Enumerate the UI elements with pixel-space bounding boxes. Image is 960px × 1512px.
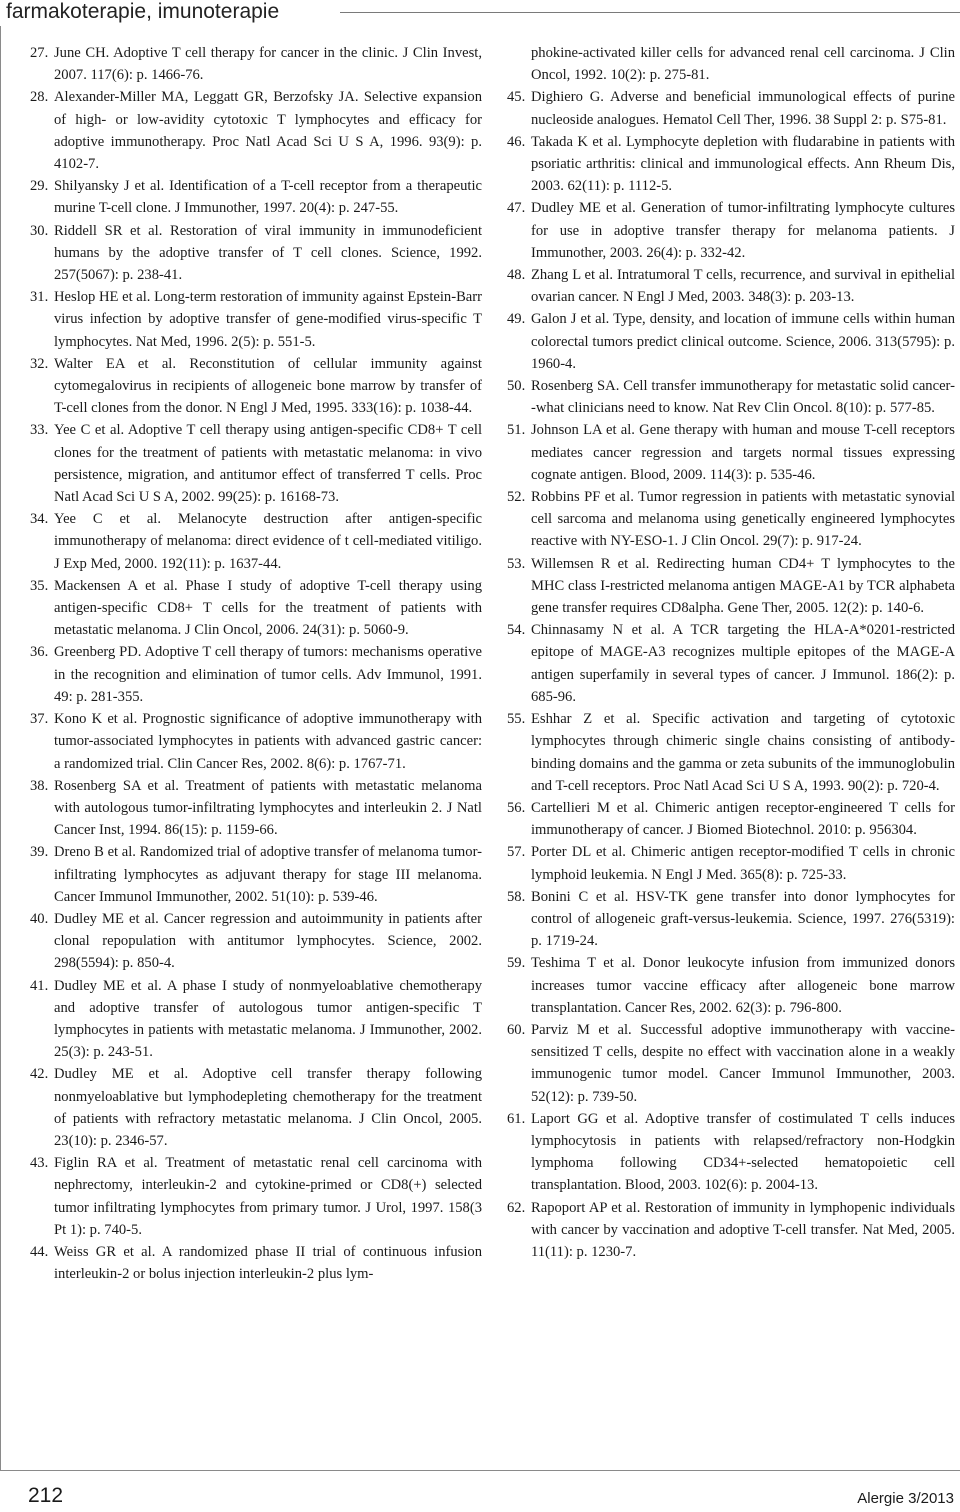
reference-item (507, 375, 955, 419)
reference-item (30, 419, 482, 508)
reference-item (30, 86, 482, 175)
reference-item (507, 553, 955, 620)
reference-text: Weiss GR et al. A randomized phase II trial of continuous infusion interleukin-2 or bolus injection interleukin-2 plus lym- (54, 1243, 482, 1283)
reference-item (30, 641, 482, 708)
reference-text: Heslop HE et al. Long-term restoration of immunity against Epstein-Barr virus infection by adoptive transfer of gene-modified virus-specific T lymphocytes. Nat Med, 1996. 2(5): p. 551-5. (54, 289, 482, 350)
footer-rule (0, 1470, 960, 1471)
reference-item (30, 908, 482, 975)
reference-text: Yee C et al. Melanocyte destruction after antigen-specific immunotherapy of melanoma: direct evidence of t cell-mediated vitiligo. J Exp Med, 2000. 192(11): p. 1637-44. (54, 511, 482, 572)
reference-item (507, 797, 955, 841)
reference-number: 40. (30, 910, 49, 927)
reference-item (507, 1019, 955, 1108)
reference-item (30, 220, 482, 287)
reference-text: Robbins PF et al. Tumor regression in patients with metastatic synovial cell sarcoma and melanoma using genetically engineered lymphocytes reactive with NY-ESO-1. J Clin Oncol. 29(7): p. 917-24. (531, 489, 955, 550)
header-rule (340, 12, 960, 13)
reference-number: 47. (507, 200, 526, 217)
reference-continuation: phokine-activated killer cells for advanced renal cell carcinoma. J Clin Oncol, 1992. 10(2): p. 275-81. (531, 45, 955, 84)
reference-number: 44. (30, 1243, 49, 1260)
reference-text: Eshhar Z et al. Specific activation and targeting of cytotoxic lymphocytes through chimeric single chains consisting of antibody-binding domains and the gamma or zeta subunits of the immunoglobulin and T-cell receptors. Proc Natl Acad Sci U S A, 1993. 90(2): p. 720-4. (531, 711, 955, 794)
reference-item (507, 131, 955, 198)
reference-text: Walter EA et al. Reconstitution of cellular immunity against cytomegalovirus in recipients of allogeneic bone marrow by transfer of T-cell clones from the donor. N Engl J Med, 1995. 333(16): p. 1038-44. (54, 355, 482, 417)
reference-number: 49. (507, 311, 526, 328)
reference-text: Parviz M et al. Successful adoptive immunotherapy with vaccine-sensitized T cells, despite no effect with vaccination alone in a weakly immunogenic tumor model. Cancer Immunol Immunother, 2003. 52(12): p. 739-50. (531, 1021, 955, 1105)
journal-issue: Alergie 3/2013 (857, 1490, 954, 1507)
reference-text: Willemsen R et al. Redirecting human CD4+ T lymphocytes to the MHC class I-restricted melanoma antigen MAGE-A1 by TCR alphabeta gene transfer requires CD8alpha. Gene Ther, 2005. 12(2): p. 140-6. (531, 555, 955, 617)
reference-item (507, 308, 955, 375)
reference-number: 43. (30, 1155, 49, 1172)
reference-number: 37. (30, 711, 49, 728)
reference-text: Dudley ME et al. Adoptive cell transfer therapy following nonmyeloablative but lymphodepleting chemotherapy for the treatment of patients with refractory metastatic melanoma. J Clin Oncol, 2005. 23(10): p. 2346-57. (54, 1066, 482, 1149)
reference-text: Galon J et al. Type, density, and location of immune cells within human colorectal tumors predict clinical outcome. Science, 2006. 313(5795): p. 1960-4. (531, 311, 955, 372)
reference-number: 39. (30, 844, 49, 861)
reference-number: 38. (30, 777, 49, 794)
reference-text: Dudley ME et al. Cancer regression and autoimmunity in patients after clonal repopulation with antitumor lymphocytes. Science, 2002. 298(5594): p. 850-4. (54, 910, 482, 972)
reference-text: Johnson LA et al. Gene therapy with human and mouse T-cell receptors mediates cancer regression and targets normal tissues expressing cognate antigen. Blood, 2009. 114(3): p. 535-46. (531, 422, 955, 483)
reference-text: Mackensen A et al. Phase I study of adoptive T-cell therapy using antigen-specific CD8+ T cells for the treatment of patients with metastatic melanoma. J Clin Oncol, 2006. 24(31): p. 5060-9. (54, 577, 482, 639)
reference-number: 41. (30, 977, 49, 994)
reference-item (30, 575, 482, 642)
reference-item (30, 1241, 482, 1285)
reference-number: 51. (507, 422, 526, 439)
reference-item (30, 775, 482, 842)
reference-text: Teshima T et al. Donor leukocyte infusion from immunized donors increases tumor vaccine efficacy after allogeneic bone marrow transplantation. Cancer Res, 2002. 62(3): p. 796-800. (531, 955, 955, 1016)
reference-text: Kono K et al. Prognostic significance of adoptive immunotherapy with tumor-associated lymphocytes in patients with advanced gastric cancer: a randomized trial. Clin Cancer Res, 2002. 8(6): p. 1767-71. (54, 711, 482, 772)
reference-text: Figlin RA et al. Treatment of metastatic renal cell carcinoma with nephrectomy, interleukin-2 and cytokine-primed or CD8(+) selected tumor infiltrating lymphocytes from primary tumor. J Urol, 1997. 158(3 Pt 1): p. 740-5. (54, 1155, 482, 1238)
reference-item (507, 86, 955, 130)
reference-number: 60. (507, 1021, 526, 1038)
reference-text: Porter DL et al. Chimeric antigen receptor-modified T cells in chronic lymphoid leukemia. N Engl J Med. 365(8): p. 725-33. (531, 844, 955, 883)
reference-number: 59. (507, 955, 526, 972)
frame-left-rule (0, 26, 1, 1470)
reference-text: Dudley ME et al. Generation of tumor-infiltrating lymphocyte cultures for use in adoptive transfer therapy for melanoma patients. J Immunother, 2003. 26(4): p. 332-42. (531, 200, 955, 261)
reference-number: 55. (507, 711, 526, 728)
reference-number: 29. (30, 178, 49, 195)
reference-text: Laport GG et al. Adoptive transfer of costimulated T cells induces lymphocytosis in patients with relapsed/refractory non-Hodgkin lymphoma following CD34+-selected hematopoietic cell transplantation. Blood, 2003. 102(6): p. 2004-13. (531, 1110, 955, 1194)
reference-item (30, 353, 482, 420)
reference-text: Dudley ME et al. A phase I study of nonmyeloablative chemotherapy and adoptive transfer of autologous tumor antigen-specific T lymphocytes in patients with metastatic melanoma. J Immunother, 2002. 25(3): p. 243-51. (54, 977, 482, 1061)
page-number: 212 (28, 1484, 64, 1507)
reference-item (507, 619, 955, 708)
section-title: farmakoterapie, imunoterapie (6, 0, 280, 23)
reference-item (30, 708, 482, 775)
reference-number: 27. (30, 45, 49, 61)
reference-number: 53. (507, 555, 526, 572)
reference-item (30, 42, 482, 86)
reference-list-right (507, 42, 955, 1263)
reference-item (30, 975, 482, 1064)
reference-text: June CH. Adoptive T cell therapy for cancer in the clinic. J Clin Invest, 2007. 117(6): p. 1466-76. (54, 45, 482, 84)
reference-item (30, 508, 482, 575)
running-header (0, 0, 960, 26)
reference-number: 36. (30, 644, 49, 661)
reference-number: 45. (507, 89, 526, 106)
reference-number: 28. (30, 89, 49, 106)
reference-text: Takada K et al. Lymphocyte depletion with fludarabine in patients with psoriatic arthritis: clinical and immunological effects. Ann Rheum Dis, 2003. 62(11): p. 1112-5. (531, 133, 955, 195)
reference-text: Cartellieri M et al. Chimeric antigen receptor-engineered T cells for immunotherapy of cancer. J Biomed Biotechnol. 2010: p. 956304. (531, 799, 955, 839)
reference-item (30, 286, 482, 353)
reference-number: 42. (30, 1066, 49, 1083)
reference-item (507, 419, 955, 486)
reference-number: 54. (507, 622, 526, 639)
reference-item (30, 1063, 482, 1152)
reference-number: 46. (507, 133, 526, 150)
reference-number: 61. (507, 1110, 526, 1127)
reference-item (507, 264, 955, 308)
reference-item (507, 841, 955, 885)
reference-text: Dreno B et al. Randomized trial of adoptive transfer of melanoma tumor-infiltrating lymphocytes as adjuvant therapy for stage III melanoma. Cancer Immunol Immunother, 2002. 51(10): p. 539-46. (54, 844, 482, 905)
reference-text: Dighiero G. Adverse and beneficial immunological effects of purine nucleoside analogues. Hematol Cell Ther, 1996. 38 Suppl 2: p. S75-81. (531, 89, 955, 128)
reference-text: Bonini C et al. HSV-TK gene transfer into donor lymphocytes for control of allogeneic graft-versus-leukemia. Science, 1997. 276(5319): p. 1719-24. (531, 888, 955, 950)
reference-item (507, 886, 955, 953)
reference-number: 52. (507, 489, 526, 506)
reference-number: 31. (30, 289, 49, 306)
reference-number: 62. (507, 1199, 526, 1216)
reference-text: Zhang L et al. Intratumoral T cells, recurrence, and survival in epithelial ovarian cancer. N Engl J Med, 2003. 348(3): p. 203-13. (531, 267, 955, 306)
reference-text: Shilyansky J et al. Identification of a T-cell receptor from a therapeutic murine T-cell clone. J Immunother, 1997. 20(4): p. 247-55. (54, 178, 482, 217)
reference-item (507, 197, 955, 264)
reference-text: Alexander-Miller MA, Leggatt GR, Berzofsky JA. Selective expansion of high- or low-avidity cytotoxic T lymphocytes and efficacy for adoptive immunotherapy. Proc Natl Acad Sci U S A, 1996. 93(9): p. 4102-7. (54, 89, 482, 173)
reference-number: 56. (507, 799, 526, 816)
reference-item (507, 1197, 955, 1264)
reference-number: 32. (30, 355, 49, 372)
reference-item (507, 708, 955, 797)
reference-list-left (30, 42, 482, 1285)
reference-item (507, 486, 955, 553)
reference-number: 58. (507, 888, 526, 905)
reference-text: Rosenberg SA et al. Treatment of patients with metastatic melanoma with autologous tumor-infiltrating lymphocytes and interleukin 2. J Natl Cancer Inst, 1994. 86(15): p. 1159-66. (54, 777, 482, 839)
reference-text: Greenberg PD. Adoptive T cell therapy of tumors: mechanisms operative in the recognition and elimination of tumor cells. Adv Immunol, 1991. 49: p. 281-355. (54, 644, 482, 705)
reference-text: Yee C et al. Adoptive T cell therapy using antigen-specific CD8+ T cell clones for the treatment of patients with metastatic melanoma: in vivo persistence, migration, and antitumor effect of transferred T cells. Proc Natl Acad Sci U S A, 2002. 99(25): p. 16168-73. (54, 422, 482, 506)
reference-text: Riddell SR et al. Restoration of viral immunity in immunodeficient humans by the adoptive transfer of T cell clones. Science, 1992. 257(5067): p. 238-41. (54, 222, 482, 284)
reference-number: 57. (507, 844, 526, 861)
reference-text: Chinnasamy N et al. A TCR targeting the HLA-A*0201-restricted epitope of MAGE-A3 recognizes multiple epitopes of the MAGE-A antigen superfamily in several types of cancer. J Immunol. 186(2): p. 685-96. (531, 622, 955, 705)
page-footer (0, 1484, 960, 1512)
reference-number: 35. (30, 577, 49, 594)
reference-number: 50. (507, 378, 526, 395)
reference-item (507, 1108, 955, 1197)
reference-item (30, 841, 482, 908)
reference-text: Rosenberg SA. Cell transfer immunotherapy for metastatic solid cancer--what clinicians need to know. Nat Rev Clin Oncol. 8(10): p. 577-85. (531, 378, 955, 417)
reference-number: 30. (30, 222, 49, 239)
reference-number: 33. (30, 422, 49, 439)
reference-item (30, 1152, 482, 1241)
reference-number: 34. (30, 511, 49, 528)
reference-item (30, 175, 482, 219)
reference-text: Rapoport AP et al. Restoration of immunity in lymphopenic individuals with cancer by vaccination and adoptive T-cell transfer. Nat Med, 2005. 11(11): p. 1230-7. (531, 1199, 955, 1260)
reference-item (507, 952, 955, 1019)
reference-number: 48. (507, 267, 526, 284)
